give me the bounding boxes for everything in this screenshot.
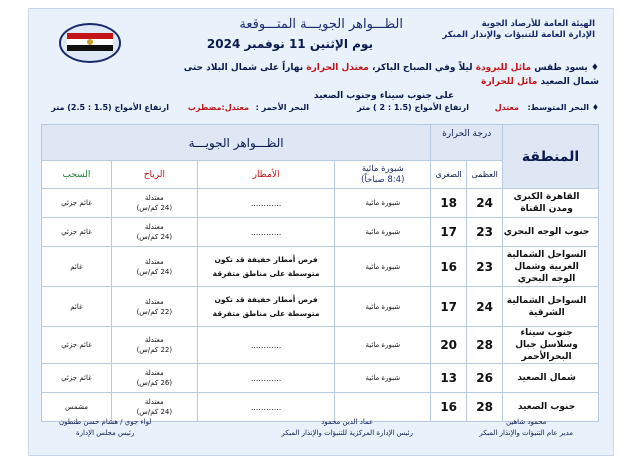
forecast-date: يوم الإثنين 11 نوفمبر 2024: [206, 37, 373, 51]
table-row: [42, 247, 599, 287]
wind-header: الرياح: [111, 161, 197, 189]
page-title: الظـــواهر الجويـــة المتـــوقعة: [239, 17, 403, 32]
rain-cell: فرص أمطار خفيفة قد تكون متوسطة على مناطق متفرقة: [197, 247, 335, 287]
max-temp-cell: 28: [467, 393, 503, 422]
fog-cell: شبورة مائية: [335, 287, 431, 327]
region-cell: جنوب سيناء وسلاسل جبال البحرالأحمر: [503, 327, 599, 364]
min-temp-cell: 13: [431, 364, 467, 393]
region-cell: القاهرة الكبرى ومدن القناة: [503, 189, 599, 218]
signature-forecast-director: محمود شاهين مدير عام التنبؤات والإنذار المبكر: [479, 418, 573, 437]
wind-cell: معتدلة (26 كم/س): [111, 364, 197, 393]
rain-cell: ............: [197, 218, 335, 247]
phenomena-header: الظـــواهر الجويـــة: [42, 125, 431, 161]
meteorological-authority-logo: [55, 21, 125, 65]
region-cell: السواحل الشمالية الشرقية: [503, 287, 599, 327]
wind-cell: معتدلة (24 كم/س): [111, 247, 197, 287]
rain-cell: ............: [197, 189, 335, 218]
temperature-header: درجة الحرارة: [431, 125, 503, 161]
max-temp-cell: 28: [467, 327, 503, 364]
sea-state-line: ♦ البحر المتوسط: معتدل ارتفاع الأمواج (1.5 : 2 ) متر البحر الأحمر : معتدل:مضطرب ارتفاع الأمواج (1.5 : 2.5) متر: [51, 103, 599, 112]
clouds-cell: غائم: [42, 287, 112, 327]
forecast-table: [41, 124, 599, 422]
table-row: [42, 218, 599, 247]
min-temp-cell: 17: [431, 287, 467, 327]
rain-header: الأمطار: [197, 161, 335, 189]
fog-cell: شبورة مائية: [335, 218, 431, 247]
clouds-cell: غائم جزئي: [42, 218, 112, 247]
signature-central-director: عماد الدين محمود رئيس الإدارة المركزية للتنبؤات والإنذار المبكر: [281, 418, 413, 437]
wind-cell: معتدلة (22 كم/س): [111, 327, 197, 364]
clouds-header: السحب: [42, 161, 112, 189]
rain-cell: ............: [197, 393, 335, 422]
max-temp-cell: 24: [467, 287, 503, 327]
fog-cell: شبورة مائية: [335, 189, 431, 218]
min-temp-cell: 16: [431, 247, 467, 287]
max-temp-header: العظمى: [467, 161, 503, 189]
max-temp-cell: 26: [467, 364, 503, 393]
region-cell: جنوب الوجه البحري: [503, 218, 599, 247]
wind-cell: معتدلة (24 كم/س): [111, 393, 197, 422]
rain-cell: ............: [197, 364, 335, 393]
wind-cell: معتدلة (24 كم/س): [111, 189, 197, 218]
fog-header: شبورة مائية (8:4 صباحاً): [335, 161, 431, 189]
organization-name: [435, 19, 595, 41]
wind-cell: معتدلة (22 كم/س): [111, 287, 197, 327]
region-column-header: المنطقة: [503, 125, 599, 189]
max-temp-cell: 24: [467, 189, 503, 218]
region-cell: شمال الصعيد: [503, 364, 599, 393]
min-temp-cell: 18: [431, 189, 467, 218]
rain-cell: ............: [197, 327, 335, 364]
wind-cell: معتدلة (24 كم/س): [111, 218, 197, 247]
min-temp-cell: 20: [431, 327, 467, 364]
min-temp-cell: 17: [431, 218, 467, 247]
general-weather-summary: ♦ يسود طقس مائل للبرودة ليلاً وفي الصباح الباكر، معتدل الحرارة نهاراً على شمال البلاد حتى شمال الصعيد مائل للحرارة على جنوب سيناء وجنوب الصعيد: [183, 63, 599, 101]
region-cell: جنوب الصعيد: [503, 393, 599, 422]
table-row: [42, 364, 599, 393]
clouds-cell: غائم جزئي: [42, 327, 112, 364]
clouds-cell: غائم: [42, 247, 112, 287]
org-line-1: الهيئة العامة للأرصاد الجوية: [481, 19, 595, 29]
min-temp-header: الصغرى: [431, 161, 467, 189]
region-cell: السواحل الشمالية الغربية وشمال الوجه البحري: [503, 247, 599, 287]
fog-cell: شبورة مائية: [335, 327, 431, 364]
rain-cell: فرص أمطار خفيفة قد تكون متوسطة على مناطق متفرقة: [197, 287, 335, 327]
table-row: [42, 327, 599, 364]
fog-cell: شبورة مائية: [335, 364, 431, 393]
signature-board-chairman: لواء جوي / هشام حسن طنطون رئيس مجلس الإدارة: [59, 418, 152, 437]
table-row: [42, 287, 599, 327]
clouds-cell: مشمس: [42, 393, 112, 422]
forecast-sheet: [28, 8, 614, 456]
min-temp-cell: 16: [431, 393, 467, 422]
max-temp-cell: 23: [467, 218, 503, 247]
fog-cell: شبورة مائية: [335, 247, 431, 287]
clouds-cell: غائم جزئي: [42, 364, 112, 393]
org-line-2: الإدارة العامة للتنبؤات والإنذار المبكر: [442, 30, 595, 40]
table-row: [42, 189, 599, 218]
clouds-cell: غائم جزئي: [42, 189, 112, 218]
max-temp-cell: 23: [467, 247, 503, 287]
